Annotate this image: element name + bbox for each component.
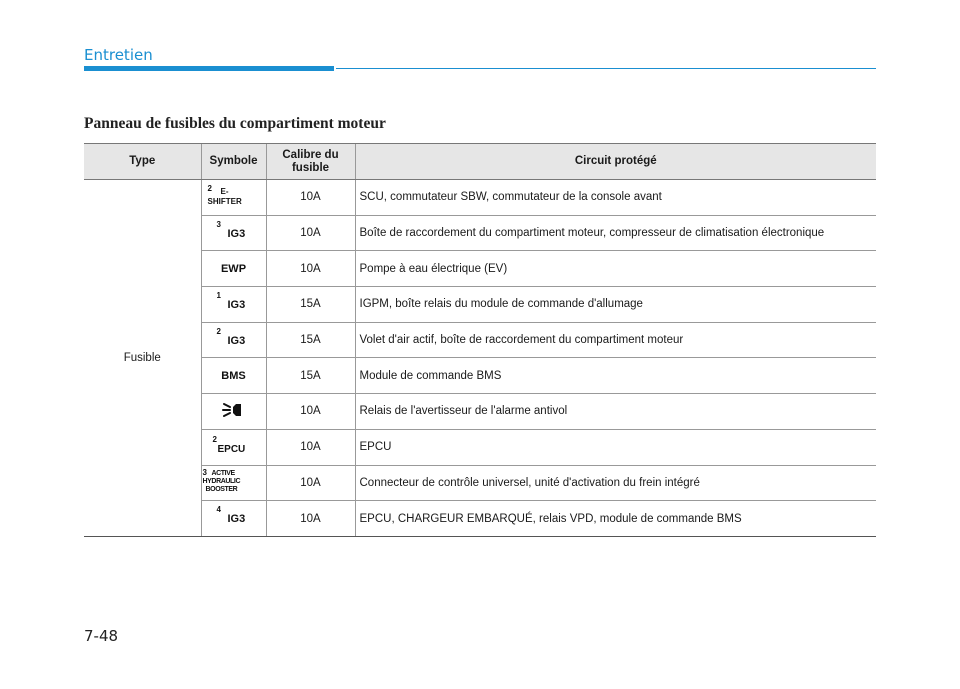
- table-row: [84, 215, 876, 251]
- rating-cell: 10A: [266, 465, 355, 501]
- table-row: [84, 501, 876, 537]
- circuit-cell: SCU, commutateur SBW, commutateur de la console avant: [355, 180, 876, 216]
- fuse-symbol-e-shifter: 2 E- SHIFTER: [207, 183, 242, 206]
- table-row: [84, 251, 876, 287]
- rating-cell: 10A: [266, 429, 355, 465]
- symbol-cell: [201, 429, 266, 465]
- symbol-cell: [201, 251, 266, 287]
- table-row: [84, 429, 876, 465]
- header-rule-thick: [84, 66, 334, 71]
- page-number: 7-48: [84, 627, 119, 645]
- fuse-symbol-ewp: EWP: [220, 262, 247, 275]
- rating-cell: 10A: [266, 394, 355, 430]
- symbol-cell: [201, 501, 266, 537]
- symbol-cell: [201, 322, 266, 358]
- fuse-symbol-ig3: 4 IG3: [216, 505, 246, 526]
- fuse-symbol-active-hydraulic-booster: 3 ACTIVE HYDRAULIC BOOSTER: [202, 468, 241, 494]
- symbol-cell: [201, 287, 266, 323]
- fuse-symbol-ig3: 3 IG3: [216, 219, 246, 240]
- symbol-cell: [201, 465, 266, 501]
- section-title: Entretien: [84, 46, 153, 64]
- circuit-cell: Volet d'air actif, boîte de raccordement du compartiment moteur: [355, 322, 876, 358]
- symbol-cell: [201, 394, 266, 430]
- circuit-cell: IGPM, boîte relais du module de commande d'allumage: [355, 287, 876, 323]
- header-rule-thin: [336, 68, 876, 69]
- column-header-type: Type: [84, 144, 201, 180]
- panel-heading: Panneau de fusibles du compartiment moteur: [84, 115, 386, 132]
- column-header-rating: Calibre du fusible: [266, 144, 355, 180]
- circuit-cell: Relais de l'avertisseur de l'alarme antivol: [355, 394, 876, 430]
- column-header-symbol: Symbole: [201, 144, 266, 180]
- circuit-cell: Pompe à eau électrique (EV): [355, 251, 876, 287]
- horn-icon: [219, 400, 249, 420]
- fuse-symbol-epcu: 2 EPCU: [212, 434, 246, 455]
- circuit-cell: Module de commande BMS: [355, 358, 876, 394]
- circuit-cell: Connecteur de contrôle universel, unité d'activation du frein intégré: [355, 465, 876, 501]
- column-header-circuit: Circuit protégé: [355, 144, 876, 180]
- rating-cell: 15A: [266, 358, 355, 394]
- symbol-cell: [201, 358, 266, 394]
- circuit-cell: EPCU, CHARGEUR EMBARQUÉ, relais VPD, module de commande BMS: [355, 501, 876, 537]
- table-header-row: [84, 144, 876, 180]
- rating-cell: 10A: [266, 251, 355, 287]
- table-row: [84, 287, 876, 323]
- table-row: [84, 394, 876, 430]
- rating-cell: 10A: [266, 180, 355, 216]
- table-row: [84, 322, 876, 358]
- fuse-table: [84, 143, 876, 537]
- rating-cell: 15A: [266, 322, 355, 358]
- fuse-symbol-ig3: 2 IG3: [216, 326, 246, 347]
- table-row: [84, 180, 876, 216]
- fuse-symbol-ig3: 1 IG3: [216, 290, 246, 311]
- rating-cell: 10A: [266, 501, 355, 537]
- symbol-cell: [201, 180, 266, 216]
- table-row: [84, 465, 876, 501]
- symbol-cell: [201, 215, 266, 251]
- rating-cell: 10A: [266, 215, 355, 251]
- circuit-cell: Boîte de raccordement du compartiment moteur, compresseur de climatisation électronique: [355, 215, 876, 251]
- fuse-symbol-bms: BMS: [221, 369, 246, 382]
- table-row: [84, 358, 876, 394]
- type-cell: Fusible: [84, 180, 201, 537]
- rating-cell: 15A: [266, 287, 355, 323]
- circuit-cell: EPCU: [355, 429, 876, 465]
